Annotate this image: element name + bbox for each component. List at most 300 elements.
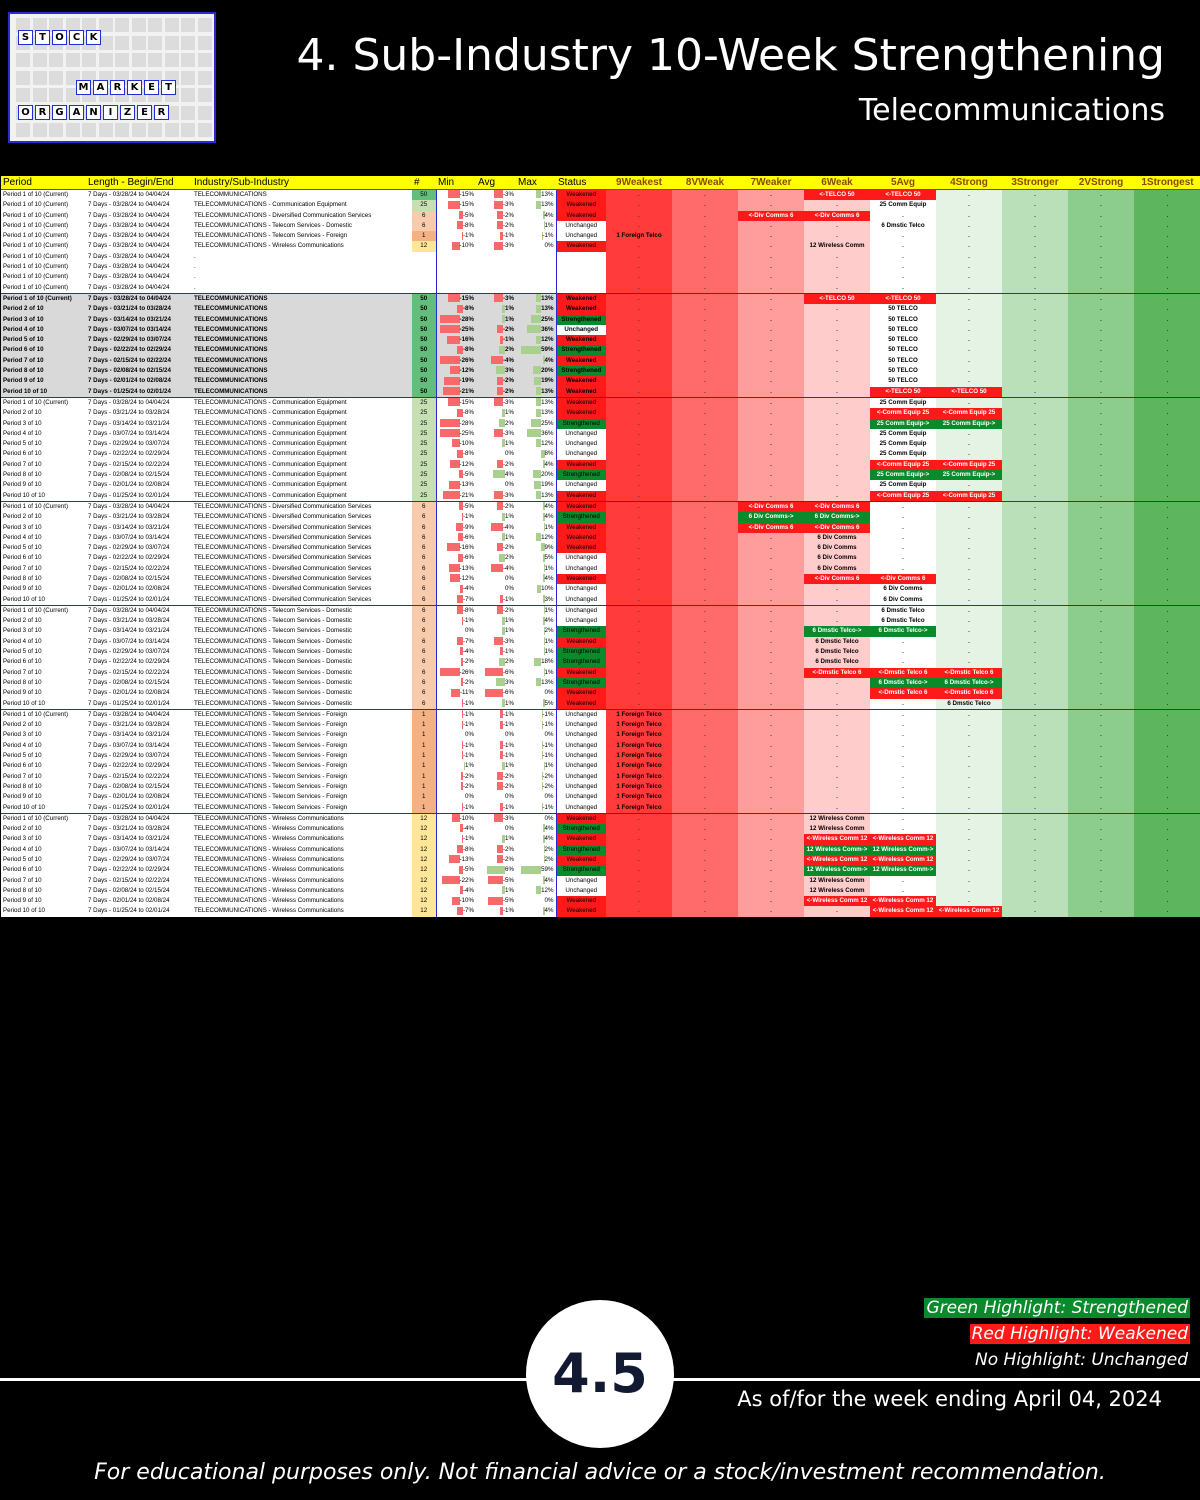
min-cell <box>436 730 476 740</box>
level-dot: . <box>638 429 640 437</box>
min-cell <box>436 896 476 906</box>
level-dot: . <box>1166 232 1169 240</box>
level-label: 12 Wireless Comm <box>809 886 865 894</box>
level-dot: . <box>1166 221 1169 229</box>
count-cell: 6 <box>412 657 436 667</box>
length-cell: 7 Days - 02/01/24 to 02/08/24 <box>86 688 192 698</box>
as-of-date: As of/for the week ending April 04, 2024 <box>737 1387 1162 1411</box>
level-dot: . <box>902 283 904 291</box>
length-cell: 7 Days - 03/21/24 to 03/28/24 <box>86 824 192 834</box>
table-row <box>1 356 1200 366</box>
level-cell <box>1002 491 1068 502</box>
logo-bg-cell <box>165 18 179 32</box>
level-dot: . <box>836 221 838 229</box>
level-dot: . <box>638 595 640 603</box>
level-dot: . <box>770 772 772 780</box>
value-text: -1% <box>542 803 554 811</box>
length-cell: 7 Days - 03/14/24 to 03/21/24 <box>86 523 192 533</box>
level-dot: . <box>1034 731 1036 739</box>
level-cell <box>672 200 738 210</box>
value-text: 4% <box>544 211 554 219</box>
period-cell: Period 3 of 10 <box>1 419 86 429</box>
period-cell: Period 4 of 10 <box>1 429 86 439</box>
level-dot: . <box>836 377 838 385</box>
level-cell <box>804 741 870 751</box>
min-cell <box>436 200 476 210</box>
level-cell <box>738 699 804 710</box>
level-dot: . <box>770 252 772 260</box>
level-cell <box>1002 419 1068 429</box>
min-cell <box>436 221 476 231</box>
status-cell <box>556 272 606 282</box>
period-cell: Period 1 of 10 (Current) <box>1 211 86 221</box>
status-cell: Unchanged <box>556 564 606 574</box>
level-cell <box>936 419 1002 429</box>
level-dot: . <box>1166 450 1169 458</box>
level-cell <box>1068 741 1134 751</box>
level-cell <box>1068 553 1134 563</box>
level-cell <box>1134 272 1200 282</box>
length-cell: 7 Days - 03/28/24 to 04/04/24 <box>86 283 192 294</box>
logo-bg-cell <box>16 88 30 102</box>
length-cell: 7 Days - 02/15/24 to 02/22/24 <box>86 460 192 470</box>
table-row <box>1 720 1200 730</box>
level-cell <box>1134 231 1200 241</box>
level-dot: . <box>836 803 838 811</box>
level-cell <box>804 429 870 439</box>
level-cell <box>804 803 870 814</box>
period-cell: Period 2 of 10 <box>1 304 86 314</box>
level-dot: . <box>836 699 838 707</box>
value-text: -25% <box>459 325 474 333</box>
level-dot: . <box>836 398 838 406</box>
status-cell: Unchanged <box>556 730 606 740</box>
level-cell <box>870 876 936 886</box>
level-cell <box>936 678 1002 688</box>
period-cell: Period 2 of 10 <box>1 824 86 834</box>
min-cell <box>436 626 476 636</box>
count-cell: 25 <box>412 439 436 449</box>
value-text: 36% <box>541 325 554 333</box>
level-cell <box>870 730 936 740</box>
period-cell: Period 9 of 10 <box>1 688 86 698</box>
logo-bg-cell <box>66 123 80 137</box>
value-text: 13% <box>541 191 554 198</box>
level-dot: . <box>1034 523 1036 531</box>
data-bar <box>440 325 460 333</box>
level-cell <box>672 470 738 480</box>
level-cell <box>606 200 672 210</box>
max-cell <box>516 241 556 251</box>
value-text: 2% <box>544 627 554 635</box>
logo-bg-cell <box>198 88 212 102</box>
level-cell <box>606 741 672 751</box>
value-text: 12% <box>541 336 554 344</box>
level-dot: . <box>902 554 904 562</box>
level-cell <box>870 741 936 751</box>
level-cell <box>1002 397 1068 408</box>
value-text: 12% <box>541 886 554 894</box>
avg-cell <box>476 460 516 470</box>
level-cell <box>1068 688 1134 698</box>
level-cell <box>738 824 804 834</box>
level-cell <box>936 439 1002 449</box>
logo-bg-cell <box>181 123 195 137</box>
table-row <box>1 834 1200 844</box>
level-dot: . <box>638 502 640 510</box>
level-cell <box>1134 543 1200 553</box>
level-cell <box>672 553 738 563</box>
level-dot: . <box>704 533 706 541</box>
industry-cell: TELECOMMUNICATIONS - Telecom Services - Foreign <box>192 231 412 241</box>
level-dot: . <box>1100 814 1102 822</box>
level-dot: . <box>1100 627 1102 635</box>
value-text: -1% <box>462 617 474 625</box>
period-cell: Period 9 of 10 <box>1 584 86 594</box>
avg-cell <box>476 419 516 429</box>
status-cell: Unchanged <box>556 792 606 802</box>
value-text: -4% <box>462 825 474 833</box>
level-cell <box>606 584 672 594</box>
level-cell <box>804 200 870 210</box>
value-text: -8% <box>462 606 474 614</box>
level-dot: . <box>1100 409 1102 417</box>
level-dot: . <box>770 398 772 406</box>
industry-cell: TELECOMMUNICATIONS - Wireless Communications <box>192 834 412 844</box>
industry-cell: TELECOMMUNICATIONS - Telecom Services - Foreign <box>192 792 412 802</box>
level-dot: . <box>1166 460 1169 468</box>
level-dot: . <box>1166 886 1169 894</box>
level-cell <box>672 886 738 896</box>
min-cell <box>436 865 476 875</box>
logo-bg-cell <box>132 53 146 67</box>
level-dot: . <box>1166 866 1169 874</box>
level-dot: . <box>1034 201 1036 209</box>
level-label: 6 Dmstic Telco <box>815 658 859 666</box>
value-text: -2% <box>502 211 514 219</box>
value-text: 1% <box>505 617 514 625</box>
level-dot: . <box>1034 377 1036 385</box>
level-cell <box>738 419 804 429</box>
level-cell <box>936 657 1002 667</box>
status-cell: Weakened <box>556 523 606 533</box>
min-cell <box>436 460 476 470</box>
level-dot: . <box>704 398 706 406</box>
level-cell <box>1068 761 1134 771</box>
level-dot: . <box>704 606 706 614</box>
level-cell <box>1002 501 1068 512</box>
value-text: 1% <box>544 523 554 531</box>
min-cell <box>436 356 476 366</box>
level-cell <box>870 803 936 814</box>
count-cell: 6 <box>412 543 436 553</box>
data-bar <box>449 564 459 572</box>
table-row <box>1 855 1200 865</box>
level-dot: . <box>902 564 904 572</box>
level-dot: . <box>1166 627 1169 635</box>
data-bar <box>450 574 460 582</box>
level-dot: . <box>770 689 772 697</box>
avg-cell <box>476 782 516 792</box>
length-cell: 7 Days - 03/07/24 to 03/14/24 <box>86 429 192 439</box>
level-dot: . <box>968 752 970 760</box>
value-text: 12% <box>541 533 554 541</box>
data-bar <box>451 689 460 697</box>
level-dot: . <box>704 191 706 198</box>
level-cell <box>1002 772 1068 782</box>
level-cell <box>936 865 1002 875</box>
level-cell <box>804 834 870 844</box>
level-label: 12 Wireless Comm <box>809 242 865 250</box>
level-cell <box>738 584 804 594</box>
level-cell <box>804 252 870 262</box>
level-label: <-Wireless Comm 12 <box>872 835 934 843</box>
level-cell <box>870 605 936 616</box>
level-label: 6 Dmstic Telco-> <box>944 678 994 686</box>
level-dot: . <box>1100 710 1102 718</box>
level-label: 50 TELCO <box>888 336 918 344</box>
logo-bg-cell <box>181 53 195 67</box>
value-text: 13% <box>541 294 554 302</box>
value-text: -1% <box>462 721 474 729</box>
level-dot: . <box>770 460 772 468</box>
level-cell <box>1002 429 1068 439</box>
max-cell <box>516 533 556 543</box>
level-dot: . <box>638 315 640 323</box>
count-cell: 12 <box>412 855 436 865</box>
level-dot: . <box>704 502 706 510</box>
level-cell <box>870 647 936 657</box>
level-cell <box>1068 855 1134 865</box>
industry-cell: TELECOMMUNICATIONS - Diversified Communication Services <box>192 574 412 584</box>
level-cell <box>1002 761 1068 771</box>
value-text: -5% <box>502 876 514 884</box>
level-cell <box>1134 678 1200 688</box>
industry-cell: TELECOMMUNICATIONS - Wireless Communications <box>192 865 412 875</box>
count-cell: 6 <box>412 584 436 594</box>
level-cell <box>1068 376 1134 386</box>
level-dot: . <box>968 325 970 333</box>
level-dot: . <box>770 678 772 686</box>
value-text: -26% <box>459 356 474 364</box>
level-cell <box>804 896 870 906</box>
status-cell: Weakened <box>556 834 606 844</box>
status-cell: Unchanged <box>556 231 606 241</box>
level-cell <box>606 865 672 875</box>
level-label: 6 Dmstic Telco <box>881 617 925 625</box>
min-cell <box>436 439 476 449</box>
level-cell <box>672 824 738 834</box>
value-text: -16% <box>459 336 474 344</box>
level-dot: . <box>1034 637 1036 645</box>
level-dot: . <box>1166 574 1169 582</box>
level-label: <-Wireless Comm 12 <box>872 897 934 905</box>
level-cell <box>804 315 870 325</box>
value-text: -5% <box>502 897 514 905</box>
industry-cell: TELECOMMUNICATIONS - Wireless Communications <box>192 855 412 865</box>
max-cell <box>516 824 556 834</box>
level-label: 6 Div Comms-> <box>814 513 860 521</box>
level-dot: . <box>836 356 838 364</box>
level-dot: . <box>1166 606 1169 614</box>
level-dot: . <box>1100 856 1102 863</box>
value-text: -1% <box>462 699 474 707</box>
level-dot: . <box>638 554 640 562</box>
level-cell <box>804 387 870 398</box>
table-row <box>1 865 1200 875</box>
level-cell <box>1068 543 1134 553</box>
column-header: 9Weakest <box>606 176 672 190</box>
level-cell <box>1068 605 1134 616</box>
level-dot: . <box>1100 533 1102 541</box>
value-text: 2% <box>505 419 514 427</box>
level-dot: . <box>704 294 706 302</box>
level-label: 6 Dmstic Telco <box>815 637 859 645</box>
level-dot: . <box>836 367 838 375</box>
column-header: 8VWeak <box>672 176 738 190</box>
level-cell <box>1002 824 1068 834</box>
level-cell <box>1134 657 1200 667</box>
level-label: <-TELCO 50 <box>885 387 921 395</box>
logo-letter: T <box>35 30 50 45</box>
industry-cell: TELECOMMUNICATIONS - Wireless Communications <box>192 876 412 886</box>
avg-cell <box>476 335 516 345</box>
level-cell <box>1134 741 1200 751</box>
table-row <box>1 751 1200 761</box>
length-cell: 7 Days - 02/01/24 to 02/08/24 <box>86 480 192 490</box>
status-cell: Weakened <box>556 304 606 314</box>
value-text: -5% <box>462 502 474 510</box>
level-cell <box>1002 876 1068 886</box>
level-dot: . <box>1100 782 1102 790</box>
level-cell <box>936 200 1002 210</box>
level-label: 12 Wireless Comm <box>809 814 865 822</box>
level-cell <box>672 439 738 449</box>
level-cell <box>804 262 870 272</box>
period-cell: Period 7 of 10 <box>1 668 86 678</box>
data-bar <box>488 897 503 905</box>
count-cell <box>412 283 436 294</box>
level-dot: . <box>968 252 970 260</box>
period-cell: Period 8 of 10 <box>1 782 86 792</box>
level-dot: . <box>1034 544 1036 552</box>
level-cell <box>804 293 870 304</box>
table-row <box>1 335 1200 345</box>
avg-cell <box>476 429 516 439</box>
level-dot: . <box>1100 876 1102 884</box>
avg-cell <box>476 252 516 262</box>
level-dot: . <box>1034 585 1036 593</box>
level-cell <box>606 772 672 782</box>
period-cell: Period 1 of 10 (Current) <box>1 605 86 616</box>
period-cell: Period 4 of 10 <box>1 845 86 855</box>
level-dot: . <box>770 533 772 541</box>
level-dot: . <box>770 201 772 209</box>
value-text: 1% <box>505 315 514 323</box>
level-cell <box>738 543 804 553</box>
max-cell <box>516 231 556 241</box>
level-label: 25 Comm Equip-> <box>876 471 930 479</box>
level-dot: . <box>968 793 970 801</box>
value-text: 1% <box>505 305 514 313</box>
level-cell <box>804 761 870 771</box>
level-dot: . <box>704 356 706 364</box>
avg-cell <box>476 501 516 512</box>
level-dot: . <box>638 471 640 479</box>
level-dot: . <box>902 710 904 718</box>
level-cell <box>936 834 1002 844</box>
count-cell: 50 <box>412 190 436 201</box>
level-cell <box>804 211 870 221</box>
level-dot: . <box>968 305 970 313</box>
level-dot: . <box>1034 741 1036 749</box>
level-cell <box>1002 460 1068 470</box>
table-row <box>1 512 1200 522</box>
avg-cell <box>476 616 516 626</box>
level-cell <box>804 824 870 834</box>
count-cell: 25 <box>412 408 436 418</box>
level-label: <-Wireless Comm 12 <box>806 835 868 843</box>
count-cell: 1 <box>412 231 436 241</box>
level-dot: . <box>704 346 706 354</box>
level-dot: . <box>770 564 772 572</box>
level-dot: . <box>1034 897 1036 905</box>
status-cell: Unchanged <box>556 429 606 439</box>
level-cell <box>1002 553 1068 563</box>
level-dot: . <box>638 574 640 582</box>
level-cell <box>1134 200 1200 210</box>
count-cell: 6 <box>412 533 436 543</box>
level-cell <box>672 345 738 355</box>
level-dot: . <box>770 191 772 198</box>
value-text: -28% <box>459 419 474 427</box>
level-cell <box>1068 211 1134 221</box>
level-cell <box>606 637 672 647</box>
level-cell <box>804 376 870 386</box>
level-cell <box>1068 315 1134 325</box>
logo-bg-cell <box>181 106 195 120</box>
level-cell <box>936 616 1002 626</box>
level-cell <box>870 657 936 667</box>
level-dot: . <box>770 242 772 250</box>
level-cell <box>1068 387 1134 398</box>
count-cell: 1 <box>412 751 436 761</box>
max-cell <box>516 429 556 439</box>
level-cell <box>936 730 1002 740</box>
level-cell <box>1002 283 1068 294</box>
level-cell <box>738 896 804 906</box>
level-dot: . <box>968 315 970 323</box>
level-dot: . <box>1100 377 1102 385</box>
level-cell <box>804 283 870 294</box>
level-dot: . <box>770 491 772 499</box>
avg-cell <box>476 397 516 408</box>
level-cell <box>1002 616 1068 626</box>
level-dot: . <box>1034 574 1036 582</box>
level-dot: . <box>902 513 904 521</box>
length-cell: 7 Days - 02/08/24 to 02/15/24 <box>86 886 192 896</box>
level-dot: . <box>902 502 904 510</box>
avg-cell <box>476 543 516 553</box>
max-cell <box>516 637 556 647</box>
level-dot: . <box>1034 617 1036 625</box>
level-dot: . <box>1100 564 1102 572</box>
period-cell: Period 9 of 10 <box>1 896 86 906</box>
level-cell <box>1134 190 1200 201</box>
level-label: 1 Foreign Telco <box>616 772 662 780</box>
max-cell <box>516 470 556 480</box>
level-cell <box>738 221 804 231</box>
